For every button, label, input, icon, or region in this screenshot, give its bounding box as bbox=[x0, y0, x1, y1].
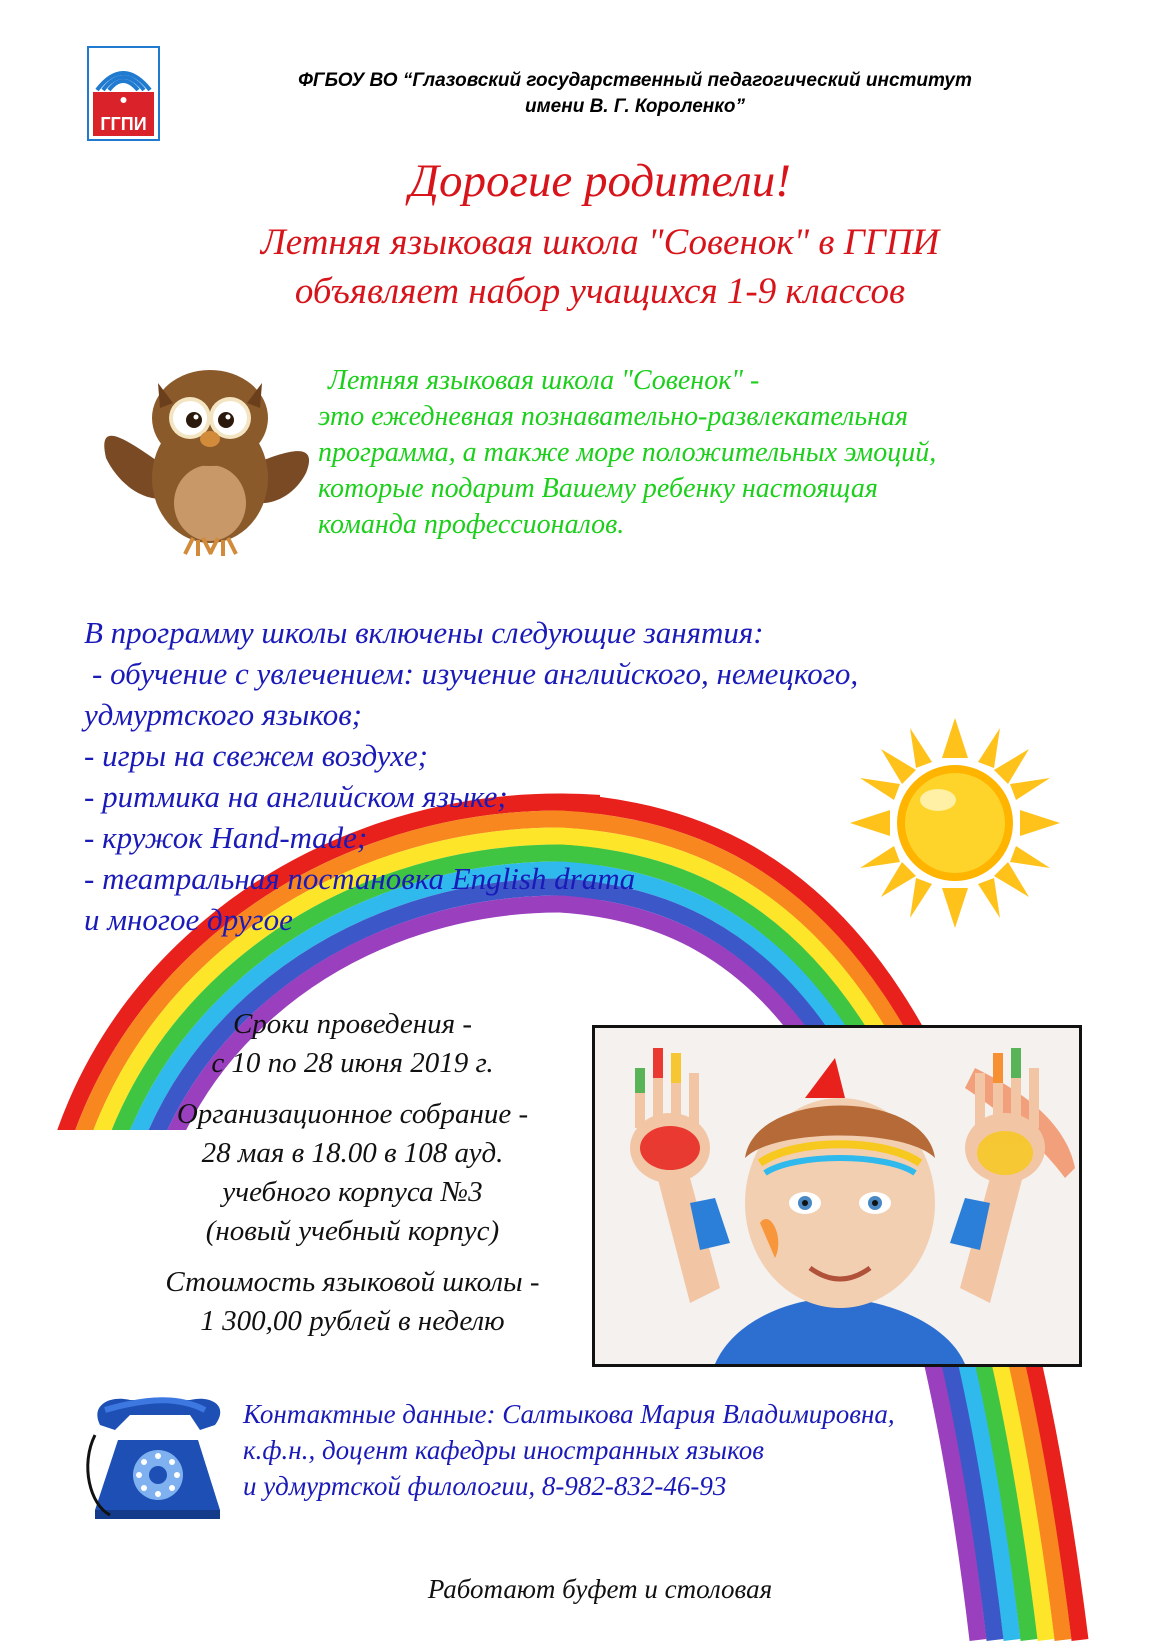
program-item: - ритмика на английском языке; bbox=[84, 779, 508, 814]
child-photo bbox=[595, 1028, 1079, 1364]
dates-value: с 10 по 28 июня 2019 г. bbox=[211, 1047, 494, 1079]
intro-line: Летняя языковая школа "Совенок" - bbox=[328, 365, 760, 396]
contact-line: к.ф.н., доцент кафедры иностранных языков bbox=[243, 1435, 764, 1465]
child-photo-frame bbox=[592, 1025, 1082, 1367]
program-item: и многое другое bbox=[84, 902, 293, 937]
intro-line: которые подарит Вашему ребенку настоящая bbox=[318, 473, 878, 504]
cost-label: Стоимость языковой школы - bbox=[165, 1266, 540, 1298]
subtitle bbox=[120, 218, 1080, 316]
institute-line-1: ФГБОУ ВО “Глазовский государственный педагогический институт bbox=[298, 70, 972, 91]
intro-line: программа, а также море положительных эмоций, bbox=[318, 437, 937, 468]
info-block bbox=[120, 1005, 585, 1353]
subtitle-line-1: Летняя языковая школа "Совенок" в ГГПИ bbox=[260, 222, 940, 263]
institute-name bbox=[200, 68, 1070, 120]
program-heading: В программу школы включены следующие занятия: bbox=[84, 615, 764, 650]
institute-line-2: имени В. Г. Короленко” bbox=[524, 96, 745, 117]
cost-value: 1 300,00 рублей в неделю bbox=[200, 1305, 505, 1337]
program-item: - театральная постановка English drama bbox=[84, 861, 636, 896]
meeting-line: 28 мая в 18.00 в 108 ауд. bbox=[201, 1137, 504, 1169]
contacts bbox=[243, 1396, 1103, 1504]
page-title: Дорогие родители! bbox=[409, 155, 791, 207]
program-list bbox=[84, 612, 1064, 940]
telephone-image bbox=[80, 1395, 225, 1525]
program-item: - игры на свежем воздухе; bbox=[84, 738, 428, 773]
intro-text bbox=[318, 363, 1098, 543]
dates-label: Сроки проведения - bbox=[232, 1008, 473, 1040]
meeting-line: учебного корпуса №3 bbox=[222, 1176, 483, 1208]
intro-line: это ежедневная познавательно-развлекательная bbox=[318, 401, 909, 432]
program-item: - кружок Hand-made; bbox=[84, 820, 368, 855]
subtitle-line-2: объявляет набор учащихся 1-9 классов bbox=[294, 271, 906, 312]
logo-text: ГГПИ bbox=[100, 114, 147, 134]
owl-image bbox=[98, 363, 318, 558]
intro-line: команда профессионалов. bbox=[318, 509, 625, 540]
institute-logo bbox=[87, 46, 160, 141]
program-item: удмуртского языков; bbox=[84, 697, 362, 732]
contact-line: и удмуртской филологии, 8-982-832-46-93 bbox=[243, 1471, 727, 1501]
footer-note: Работают буфет и столовая bbox=[427, 1574, 773, 1604]
contact-line: Контактные данные: Салтыкова Мария Владимировна, bbox=[243, 1399, 895, 1429]
program-item: - обучение с увлечением: изучение английского, немецкого, bbox=[92, 656, 859, 691]
meeting-label: Организационное собрание - bbox=[176, 1098, 529, 1130]
meeting-line: (новый учебный корпус) bbox=[205, 1215, 500, 1247]
